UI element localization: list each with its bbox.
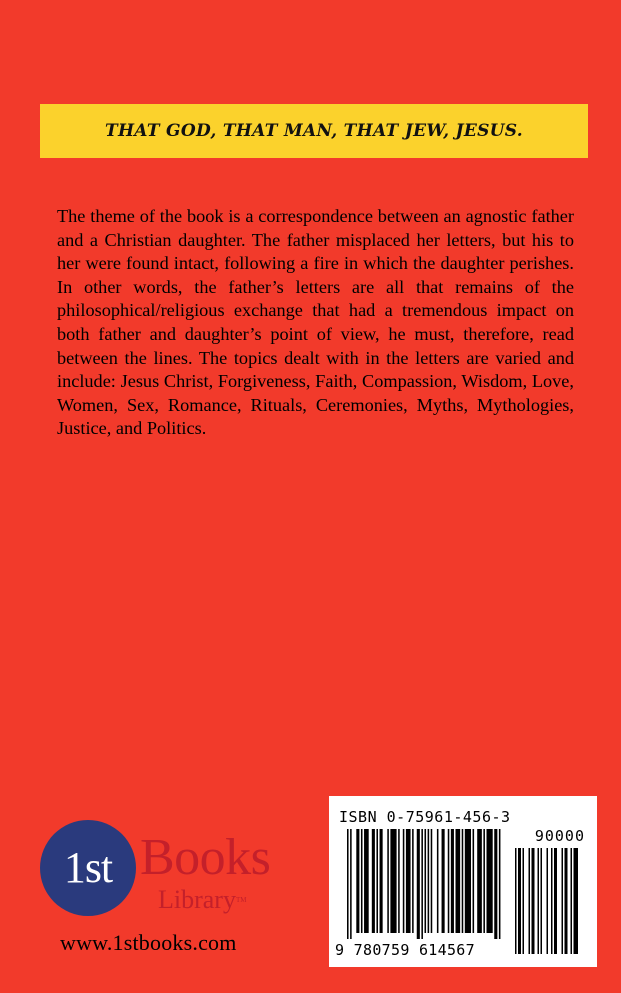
barcode-bar	[565, 848, 568, 954]
barcode-bar	[406, 829, 411, 933]
addon-barcode-bars	[515, 848, 585, 954]
barcode-bar	[421, 829, 423, 939]
publisher-logo	[40, 820, 302, 926]
barcode-bar	[390, 829, 396, 933]
title-banner	[40, 104, 588, 158]
barcode-bar	[398, 829, 400, 933]
barcode-bar	[562, 848, 564, 954]
barcode-bar	[515, 848, 517, 954]
barcode-bar	[523, 848, 525, 954]
barcode-bar	[347, 829, 349, 939]
barcode-bar	[465, 829, 471, 933]
barcode-panel	[329, 796, 597, 967]
publisher-website: www.1stbooks.com	[60, 930, 237, 955]
barcode-bar	[356, 829, 359, 933]
barcode-bar	[574, 848, 579, 954]
barcode-bar	[494, 829, 497, 939]
barcode-bar	[554, 848, 557, 954]
barcode-bar	[451, 829, 454, 933]
barcode-bar	[437, 829, 439, 933]
barcode-bar	[350, 829, 352, 939]
ean-number: 9 780759 614567	[335, 941, 475, 959]
barcode-bar	[541, 848, 543, 954]
book-title: THAT GOD, THAT MAN, THAT JEW, JESUS.	[105, 121, 523, 141]
book-description: The theme of the book is a correspondence between an agnostic father and a Christian daughter. The father misplaced her letters, but his to her were found intact, following a fire in which the daughter perishes. In other words, the father’s letters are all that remains of the philosophical/religious exchange that had a tremendous impact on both father and daughter’s point of view, he must, therefore, read between the lines. The topics dealt with in the letters are varied and include: Jesus Christ, Forgiveness, Faith, Compassion, Wisdom, Love, Women, Sex, Romance, Rituals, Ceremonies, Myths, Mythologies, Justice, and Politics.	[57, 206, 574, 439]
barcode-bar	[372, 829, 375, 933]
trademark-mark: TM	[235, 896, 247, 904]
barcode-bar	[571, 848, 573, 954]
barcode-bar	[380, 829, 383, 933]
isbn-number: ISBN 0-75961-456-3	[339, 808, 511, 826]
barcode-bar	[403, 829, 405, 933]
barcode-bar	[551, 848, 553, 954]
barcode-bar	[473, 829, 475, 933]
barcode-bar	[417, 829, 420, 939]
barcode-bar	[518, 848, 521, 954]
logo-circle	[40, 820, 136, 916]
barcode-bar	[538, 848, 540, 954]
barcode-bar	[483, 829, 485, 933]
barcode-bar	[487, 829, 493, 933]
ean-barcode-bars	[347, 829, 505, 939]
logo-library-text	[158, 886, 246, 914]
barcode-bar	[442, 829, 445, 933]
logo-library-word: Library	[158, 885, 236, 914]
barcode-bar	[431, 829, 433, 933]
barcode-bar	[462, 829, 464, 933]
barcode-bar	[529, 848, 531, 954]
barcode-bar	[361, 829, 363, 933]
barcode-bar	[428, 829, 430, 933]
price-code: 90000	[534, 827, 585, 845]
barcode-bar	[499, 829, 501, 939]
barcode-bar	[425, 829, 427, 933]
logo-number: 1st	[63, 842, 113, 892]
barcode-bar	[547, 848, 549, 954]
barcode-bar	[477, 829, 482, 933]
barcode-bar	[448, 829, 450, 933]
logo-books-text: Books	[140, 829, 271, 886]
barcode-bar	[456, 829, 461, 933]
barcode-bar	[376, 829, 378, 933]
barcode-bar	[364, 829, 369, 933]
barcode-bar	[532, 848, 535, 954]
barcode-bar	[412, 829, 414, 933]
barcode-bar	[387, 829, 389, 933]
